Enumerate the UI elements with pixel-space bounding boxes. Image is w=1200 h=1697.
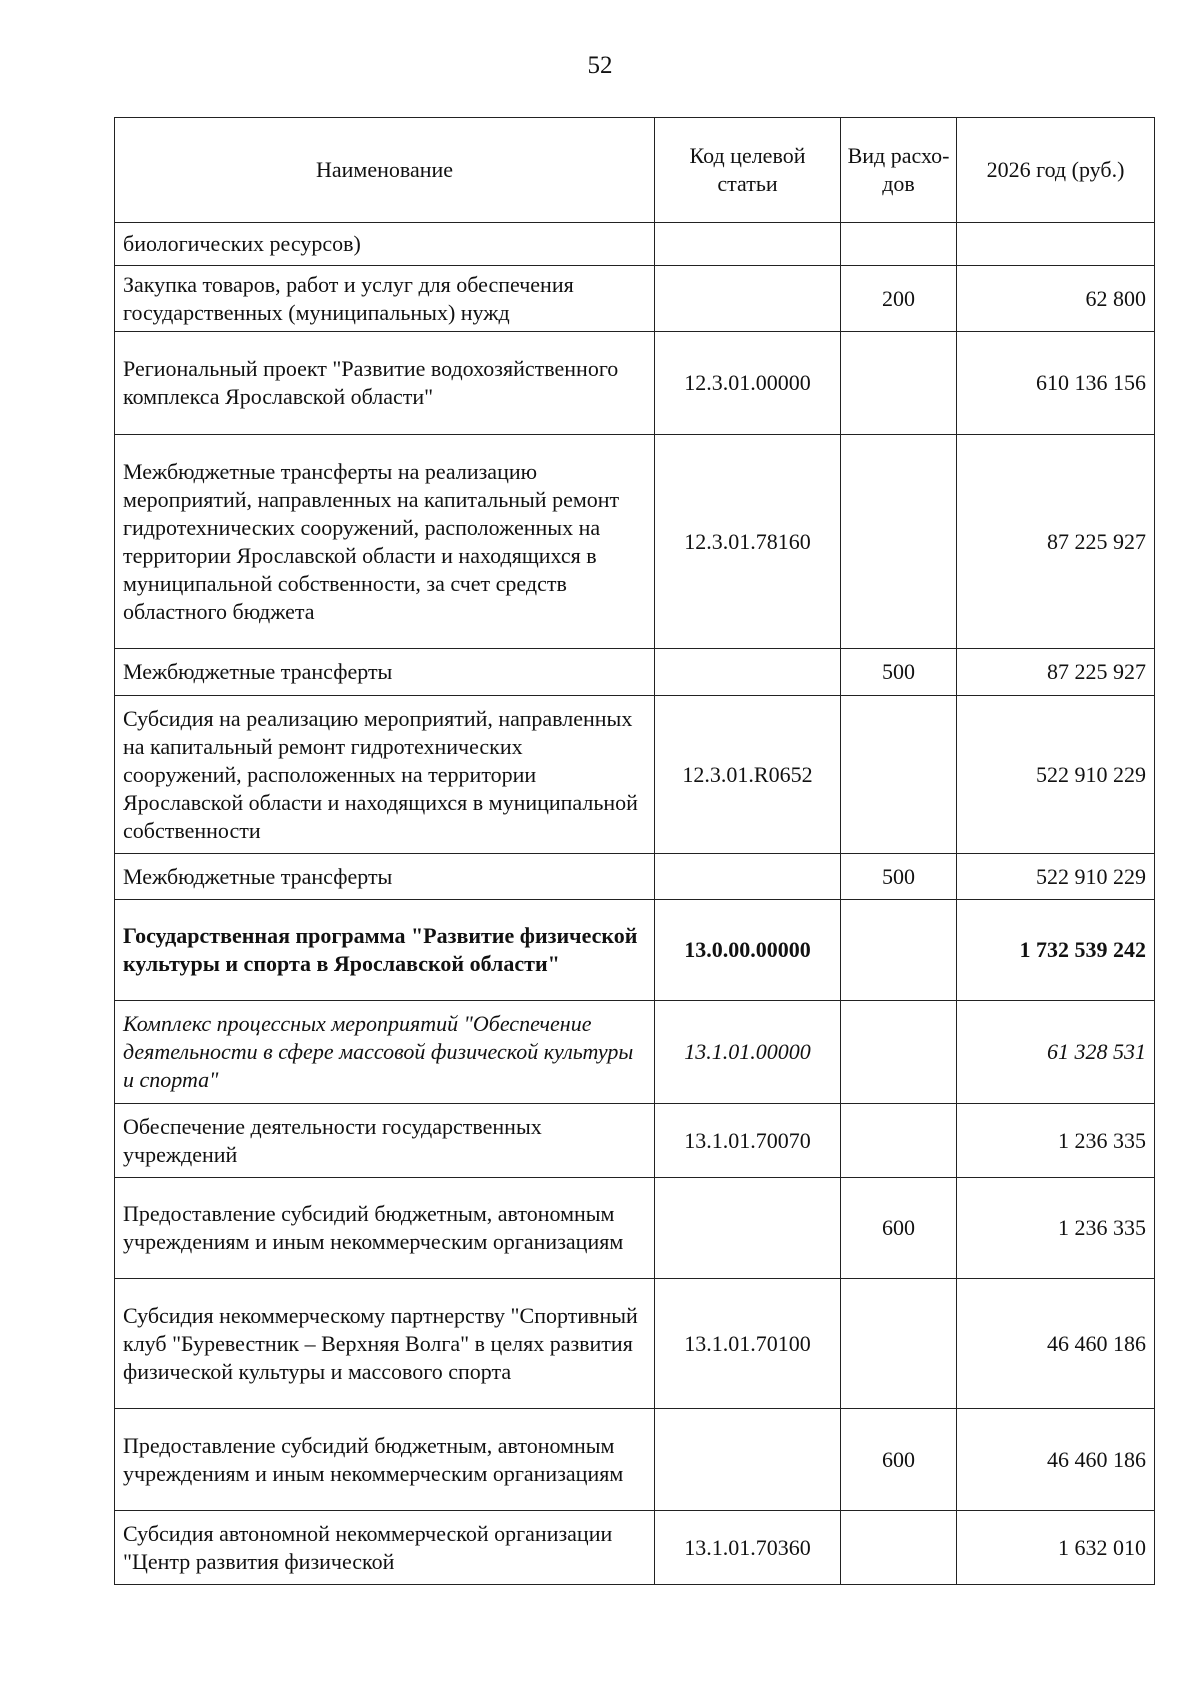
- cell-code: 13.1.01.70100: [655, 1279, 841, 1409]
- cell-code: 13.1.01.00000: [655, 1001, 841, 1104]
- cell-kind: 600: [841, 1409, 957, 1511]
- table-row: [115, 696, 1155, 854]
- header-row: [115, 118, 1155, 223]
- table-row: [115, 649, 1155, 696]
- table-row: [115, 900, 1155, 1001]
- cell-code: 12.3.01.78160: [655, 435, 841, 649]
- cell-code: 12.3.01.00000: [655, 332, 841, 435]
- cell-name: Межбюджетные трансферты на реализацию мероприятий, направленных на капитальный ремонт гидротехнических сооружений, расположенных на территории Ярославской области и находящихся в муниципальной собственности, за счет средств областного бюджета: [115, 435, 655, 649]
- cell-name: Субсидия автономной некоммерческой организации "Центр развития физической: [115, 1511, 655, 1585]
- cell-name: Региональный проект "Развитие водохозяйственного комплекса Ярославской области": [115, 332, 655, 435]
- cell-code: [655, 649, 841, 696]
- cell-amount: 522 910 229: [957, 854, 1155, 900]
- cell-code: [655, 854, 841, 900]
- budget-table: [114, 117, 1155, 1585]
- cell-amount: 87 225 927: [957, 435, 1155, 649]
- cell-amount: 46 460 186: [957, 1409, 1155, 1511]
- table-row: [115, 223, 1155, 266]
- cell-amount: 87 225 927: [957, 649, 1155, 696]
- table-row: [115, 1178, 1155, 1279]
- cell-code: 13.1.01.70360: [655, 1511, 841, 1585]
- table-row: [115, 1409, 1155, 1511]
- page-number: 52: [587, 52, 613, 79]
- cell-amount: 1 632 010: [957, 1511, 1155, 1585]
- table-row: [115, 435, 1155, 649]
- cell-name: Закупка товаров, работ и услуг для обеспечения государственных (муниципальных) нужд: [115, 266, 655, 332]
- table-row: [115, 1279, 1155, 1409]
- table-row: [115, 854, 1155, 900]
- cell-kind: [841, 1104, 957, 1178]
- header-code: Код целевой статьи: [655, 118, 841, 223]
- header-amount: 2026 год (руб.): [957, 118, 1155, 223]
- cell-code: [655, 223, 841, 266]
- cell-amount: [957, 223, 1155, 266]
- cell-code: [655, 1409, 841, 1511]
- cell-amount: 46 460 186: [957, 1279, 1155, 1409]
- cell-name: Межбюджетные трансферты: [115, 854, 655, 900]
- cell-amount: 522 910 229: [957, 696, 1155, 854]
- cell-name: Субсидия некоммерческому партнерству "Спортивный клуб "Буревестник – Верхняя Волга" в целях развития физической культуры и массового спорта: [115, 1279, 655, 1409]
- table-row: [115, 1104, 1155, 1178]
- cell-name: Государственная программа "Развитие физической культуры и спорта в Ярославской области": [115, 900, 655, 1001]
- cell-kind: [841, 435, 957, 649]
- cell-code: 13.0.00.00000: [655, 900, 841, 1001]
- cell-amount: 1 236 335: [957, 1104, 1155, 1178]
- cell-amount: 62 800: [957, 266, 1155, 332]
- cell-name: Обеспечение деятельности государственных учреждений: [115, 1104, 655, 1178]
- cell-kind: 500: [841, 649, 957, 696]
- cell-code: [655, 1178, 841, 1279]
- cell-name: Предоставление субсидий бюджетным, автономным учреждениям и иным некоммерческим организациям: [115, 1178, 655, 1279]
- header-name: Наименование: [115, 118, 655, 223]
- table-row: [115, 332, 1155, 435]
- cell-name: Комплекс процессных мероприятий "Обеспечение деятельности в сфере массовой физической культуры и спорта": [115, 1001, 655, 1104]
- cell-kind: [841, 696, 957, 854]
- table-row: [115, 266, 1155, 332]
- cell-kind: [841, 1001, 957, 1104]
- cell-kind: 200: [841, 266, 957, 332]
- cell-code: 13.1.01.70070: [655, 1104, 841, 1178]
- cell-kind: [841, 900, 957, 1001]
- cell-code: 12.3.01.R0652: [655, 696, 841, 854]
- cell-name: Предоставление субсидий бюджетным, автономным учреждениям и иным некоммерческим организациям: [115, 1409, 655, 1511]
- cell-amount: 1 732 539 242: [957, 900, 1155, 1001]
- table-row: [115, 1511, 1155, 1585]
- cell-kind: 600: [841, 1178, 957, 1279]
- cell-kind: [841, 223, 957, 266]
- cell-kind: 500: [841, 854, 957, 900]
- cell-amount: 61 328 531: [957, 1001, 1155, 1104]
- cell-kind: [841, 1511, 957, 1585]
- table-row: [115, 1001, 1155, 1104]
- cell-amount: 610 136 156: [957, 332, 1155, 435]
- cell-code: [655, 266, 841, 332]
- cell-name: Межбюджетные трансферты: [115, 649, 655, 696]
- cell-kind: [841, 1279, 957, 1409]
- cell-kind: [841, 332, 957, 435]
- cell-amount: 1 236 335: [957, 1178, 1155, 1279]
- cell-name: биологических ресурсов): [115, 223, 655, 266]
- cell-name: Субсидия на реализацию мероприятий, направленных на капитальный ремонт гидротехнических сооружений, расположенных на территории Ярославской области и находящихся в муниципальной собственности: [115, 696, 655, 854]
- header-kind: Вид расхо-дов: [841, 118, 957, 223]
